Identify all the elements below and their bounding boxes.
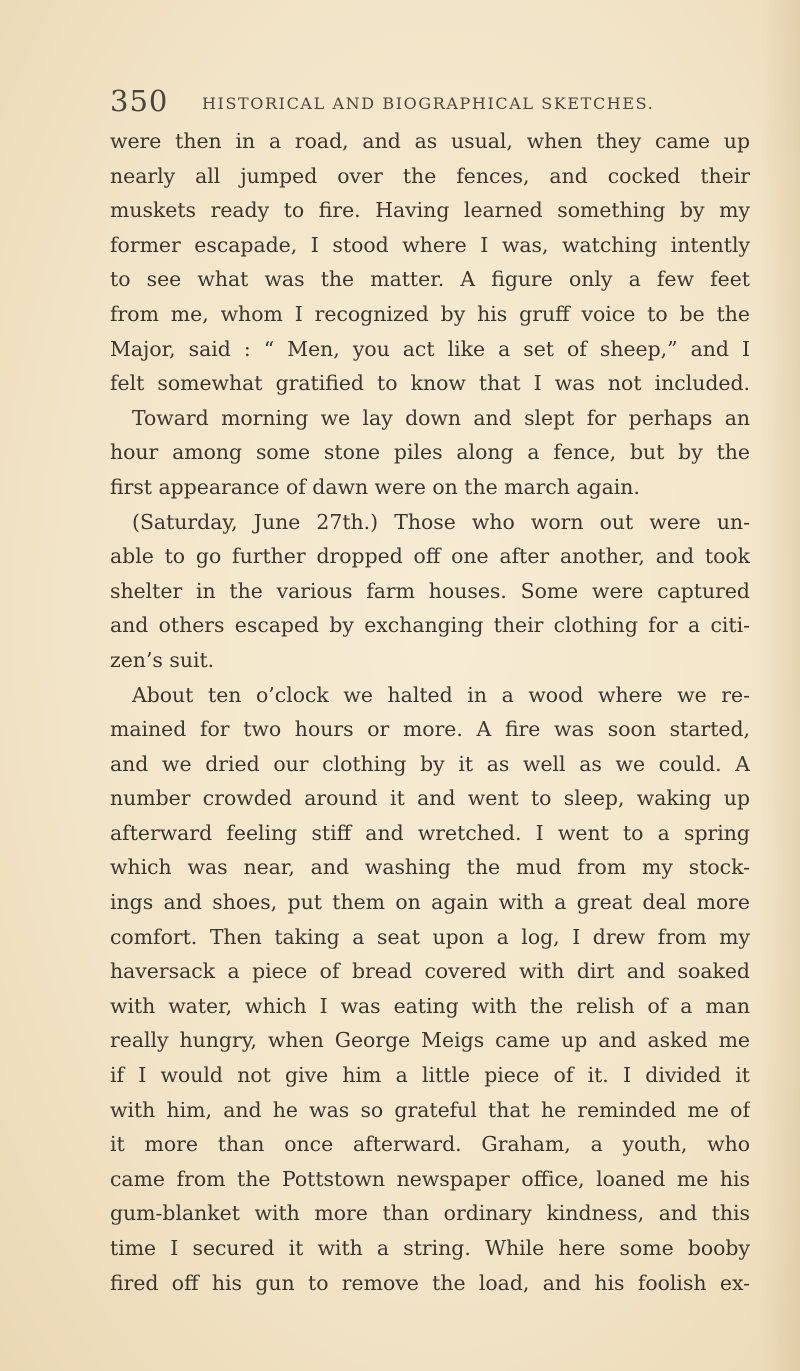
page-edge-shadow <box>760 0 800 1371</box>
text-line: shelter in the various farm houses. Some were captured <box>110 578 750 603</box>
text-line: haversack a piece of bread covered with dirt and soaked <box>110 959 750 984</box>
text-line: ings and shoes, put them on again with a great deal more <box>110 890 750 915</box>
text-line: really hungry, when George Meigs came up and asked me <box>110 1028 750 1053</box>
text-line: if I would not give him a little piece of it. I divided it <box>110 1063 750 1088</box>
text-line: time I secured it with a string. While here some booby <box>110 1236 750 1260</box>
text-line: (Saturday, June 27th.) Those who worn out were un- <box>132 509 750 534</box>
text-line: hour among some stone piles along a fence, but by the <box>110 440 750 465</box>
text-line: gum-blanket with more than ordinary kindness, and this <box>110 1201 750 1226</box>
text-line: first appearance of dawn were on the march again. <box>110 474 640 499</box>
text-line: with him, and he was so grateful that he reminded me of <box>110 1097 750 1122</box>
text-line: zen’s suit. <box>110 647 215 672</box>
text-line: and others escaped by exchanging their clothing for a citi- <box>110 613 750 638</box>
text-line: were then in a road, and as usual, when they came up <box>110 129 750 153</box>
text-line: Toward morning we lay down and slept for perhaps an <box>132 405 750 430</box>
text-line: came from the Pottstown newspaper office, loaned me his <box>110 1166 750 1191</box>
text-line: comfort. Then taking a seat upon a log, I drew from my <box>110 924 750 949</box>
text-line: which was near, and washing the mud from my stock- <box>110 855 750 880</box>
text-line: nearly all jumped over the fences, and cocked their <box>110 163 750 188</box>
text-line: afterward feeling stiff and wretched. I went to a spring <box>110 820 750 845</box>
text-line: number crowded around it and went to sleep, waking up <box>110 786 750 811</box>
text-line: Major, said : “ Men, you act like a set of sheep,” and I <box>110 336 750 361</box>
body-text <box>110 124 750 1300</box>
text-line: and we dried our clothing by it as well as we could. A <box>110 751 750 776</box>
text-line: former escapade, I stood where I was, watching intently <box>110 232 750 257</box>
running-title: HISTORICAL AND BIOGRAPHICAL SKETCHES. <box>202 94 655 113</box>
text-line: muskets ready to fire. Having learned something by my <box>110 198 750 223</box>
page-number: 350 <box>110 84 169 118</box>
text-line: to see what was the matter. A figure only a few feet <box>110 267 750 292</box>
text-line: able to go further dropped off one after another, and took <box>110 544 750 569</box>
text-line: mained for two hours or more. A fire was soon started, <box>110 717 750 742</box>
text-line: it more than once afterward. Graham, a youth, who <box>110 1132 750 1157</box>
book-page <box>110 78 750 1298</box>
text-line: fired off his gun to remove the load, and his foolish ex- <box>110 1270 750 1295</box>
running-head <box>110 78 750 122</box>
text-line: with water, which I was eating with the relish of a man <box>110 993 750 1018</box>
text-line: from me, whom I recognized by his gruff voice to be the <box>110 301 750 326</box>
text-line: About ten o’clock we halted in a wood where we re- <box>132 682 750 707</box>
text-line: felt somewhat gratified to know that I was not included. <box>110 371 750 396</box>
